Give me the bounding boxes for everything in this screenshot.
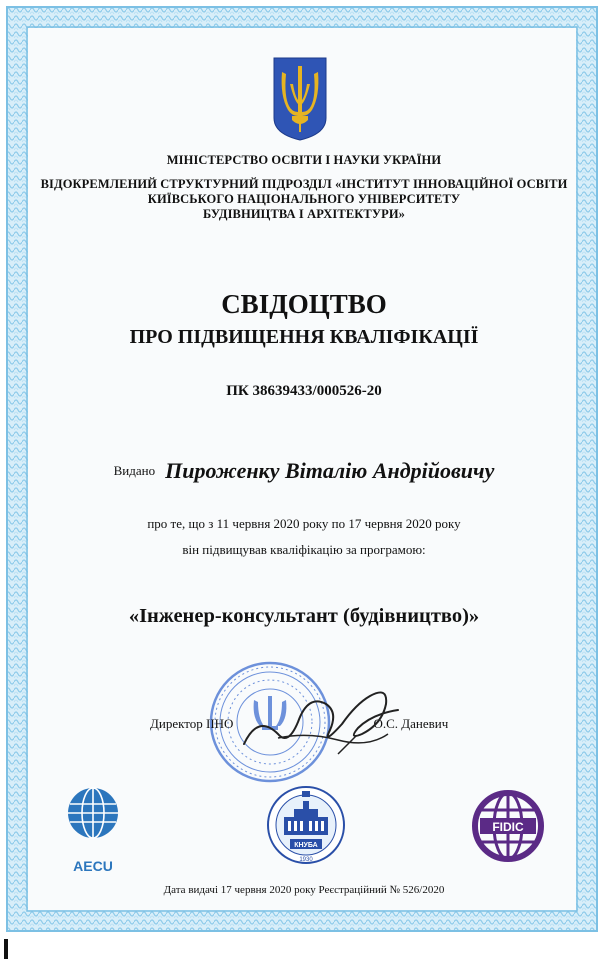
institute-line-2: КИЇВСЬКОГО НАЦІОНАЛЬНОГО УНІВЕРСИТЕТУ — [147, 192, 461, 206]
certificate-title: СВІДОЦТВО — [221, 289, 387, 319]
certificate-number: ПК 38639433/000526-20 — [226, 383, 382, 399]
fidic-globe-logo-icon — [472, 790, 544, 862]
trident-coat-of-arms-icon — [272, 56, 328, 142]
program-name: «Інженер-консультант (будівництво)» — [128, 605, 480, 627]
knuba-label: КНУБА — [294, 842, 318, 849]
director-signature — [238, 674, 418, 764]
issued-to-line — [0, 458, 608, 484]
scan-edge-mark — [4, 939, 8, 959]
ministry-name: МІНІСТЕРСТВО ОСВІТИ І НАУКИ УКРАЇНИ — [166, 153, 442, 167]
dates-line: про те, що з 11 червня 2020 року по 17 червня 2020 року — [147, 516, 461, 531]
qualification-line: він підвищував кваліфікацію за програмою: — [182, 542, 426, 557]
institute-line-1: ВІДОКРЕМЛЕНИЙ СТРУКТУРНИЙ ПІДРОЗДІЛ «ІНСТИТУТ ІННОВАЦІЙНОЇ ОСВІТИ — [40, 177, 568, 191]
issued-label: Видано — [113, 463, 156, 478]
fidic-label: FIDIC — [492, 820, 524, 834]
director-name: О.С. Даневич — [373, 716, 449, 731]
aecu-globe-logo-icon — [66, 786, 120, 840]
director-label: Директор ІІНО — [150, 716, 234, 731]
recipient-name: Пироженку Віталію Андрійовичу — [165, 458, 495, 483]
institute-line-3: БУДІВНИЦТВА І АРХІТЕКТУРИ» — [202, 207, 406, 221]
certificate-subtitle: ПРО ПІДВИЩЕННЯ КВАЛІФІКАЦІЇ — [129, 326, 479, 348]
knuba-year: 1930 — [299, 857, 313, 863]
aecu-logo-label: AECU — [73, 858, 113, 874]
issue-date-registration: Дата видачі 17 червня 2020 року Реєстраційний № 526/2020 — [163, 884, 445, 896]
knuba-university-emblem — [266, 783, 346, 867]
